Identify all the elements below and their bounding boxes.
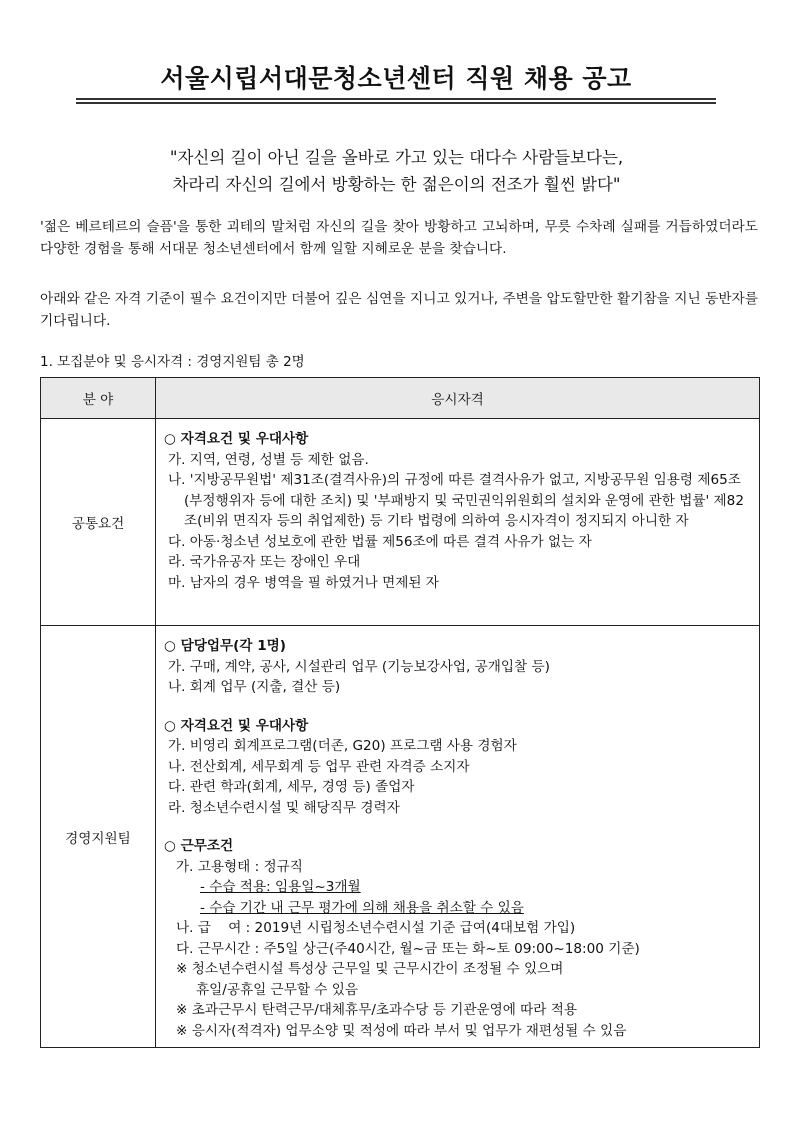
duty-item: 나. 회계 업무 (지출, 결산 등) [168,679,341,695]
recruitment-table [40,377,760,1048]
row-label-management: 경영지원팀 [41,626,156,1048]
duty-item: 가. 구매, 계약, 공사, 시설관리 업무 (기능보강사업, 공개입찰 등) [168,658,550,675]
section-heading: 1. 모집분야 및 응시자격 : 경영지원팀 총 2명 [40,354,305,370]
duty-heading: ○ 담당업무(각 1명) [164,638,286,654]
row-label-common: 공통요건 [41,419,156,626]
quote-line-2: 차라리 자신의 길에서 방황하는 한 젊은이의 전조가 훨씬 밝다" [172,175,621,194]
intro-paragraph-1: '젊은 베르테르의 슬픔'을 통한 괴테의 말처럼 자신의 길을 찾아 방황하고 고뇌하며, 무릇 수차례 실패를 거듭하였더라도 다양한 경험을 통해 서대문 청소년센터에서 함께 일할 지혜로운 분을 찾습니다. [40,219,758,257]
condition-probation-cancel: - 수습 기간 내 근무 평가에 의해 채용을 취소할 수 있음 [200,899,524,916]
condition-employment-type: 가. 고용형태 : 정규직 [176,858,303,875]
qualification-item: 다. 관련 학과(회계, 세무, 경영 등) 졸업자 [168,779,415,795]
qualification-item: 가. 비영리 회계프로그램(더존, G20) 프로그램 사용 경험자 [168,738,517,754]
page-title: 서울시립서대문청소년센터 직원 채용 공고 [160,64,632,93]
note-reassignment: ※ 응시자(적격자) 업무소양 및 적성에 따라 부서 및 업무가 재편성될 수 있음 [176,1022,627,1039]
quote-block [40,144,753,198]
common-heading: ○ 자격요건 및 우대사항 [164,431,309,447]
common-item: 라. 국가유공자 또는 장애인 우대 [168,554,361,570]
note-schedule-cont: 휴일/공휴일 근무할 수 있음 [196,981,358,998]
qualification-item: 라. 청소년수련시설 및 해당직무 경력자 [168,799,400,816]
common-item: 가. 지역, 연령, 성별 등 제한 없음. [168,451,369,468]
note-overtime: ※ 초과근무시 탄력근무/대체휴무/초과수당 등 기관운영에 따라 적용 [176,1002,578,1018]
note-schedule: ※ 청소년수련시설 특성상 근무일 및 근무시간이 조정될 수 있으며 [176,961,564,977]
qualification-heading: ○ 자격요건 및 우대사항 [164,717,309,734]
intro-paragraph-2: 아래와 같은 자격 기준이 필수 요건이지만 더불어 깊은 심연을 지니고 있거나, 주변을 압도할만한 활기참을 지닌 동반자를 기다립니다. [40,291,758,329]
table-row-management [41,626,760,1048]
condition-hours: 다. 근무시간 : 주5일 상근(주40시간, 월~금 또는 화~토 09:00~18:00 기준) [176,940,640,957]
common-item: 마. 남자의 경우 병역을 필 하였거나 면제된 자 [168,574,439,591]
header-field: 분 야 [41,378,156,419]
condition-pay: 나. 급 여 : 2019년 시립청소년수련시설 기준 급여(4대보험 가입) [176,920,576,936]
common-item: 나. '지방공무원법' 제31조(결격사유)의 규정에 따른 결격사유가 없고, 지방공무원 임용령 제65조(부정행위자 등에 대한 조치) 및 '부패방지 및 국민권익위원회의 설치와 운영에 관한 법률' 제82조(비위 면직자 등의 취업제한) 등 기타 법령에 의하여 응시자격이 정지되지 아니한 자 [168,472,744,529]
common-requirements-cell [156,419,760,626]
quote-line-1: "자신의 길이 아닌 길을 올바로 가고 있는 대다수 사람들보다는, [169,148,624,167]
table-row-common [41,419,760,626]
header-qualification: 응시자격 [156,378,760,419]
condition-probation: - 수습 적용: 임용일~3개월 [200,879,361,895]
management-cell [156,626,760,1048]
table-header-row [41,378,760,419]
common-item: 다. 아동·청소년 성보호에 관한 법률 제56조에 따른 결격 사유가 없는 자 [168,533,592,550]
conditions-heading: ○ 근무조건 [164,838,234,854]
qualification-item: 나. 전산회계, 세무회계 등 업무 관련 자격증 소지자 [168,758,470,775]
title-underline [76,98,716,104]
